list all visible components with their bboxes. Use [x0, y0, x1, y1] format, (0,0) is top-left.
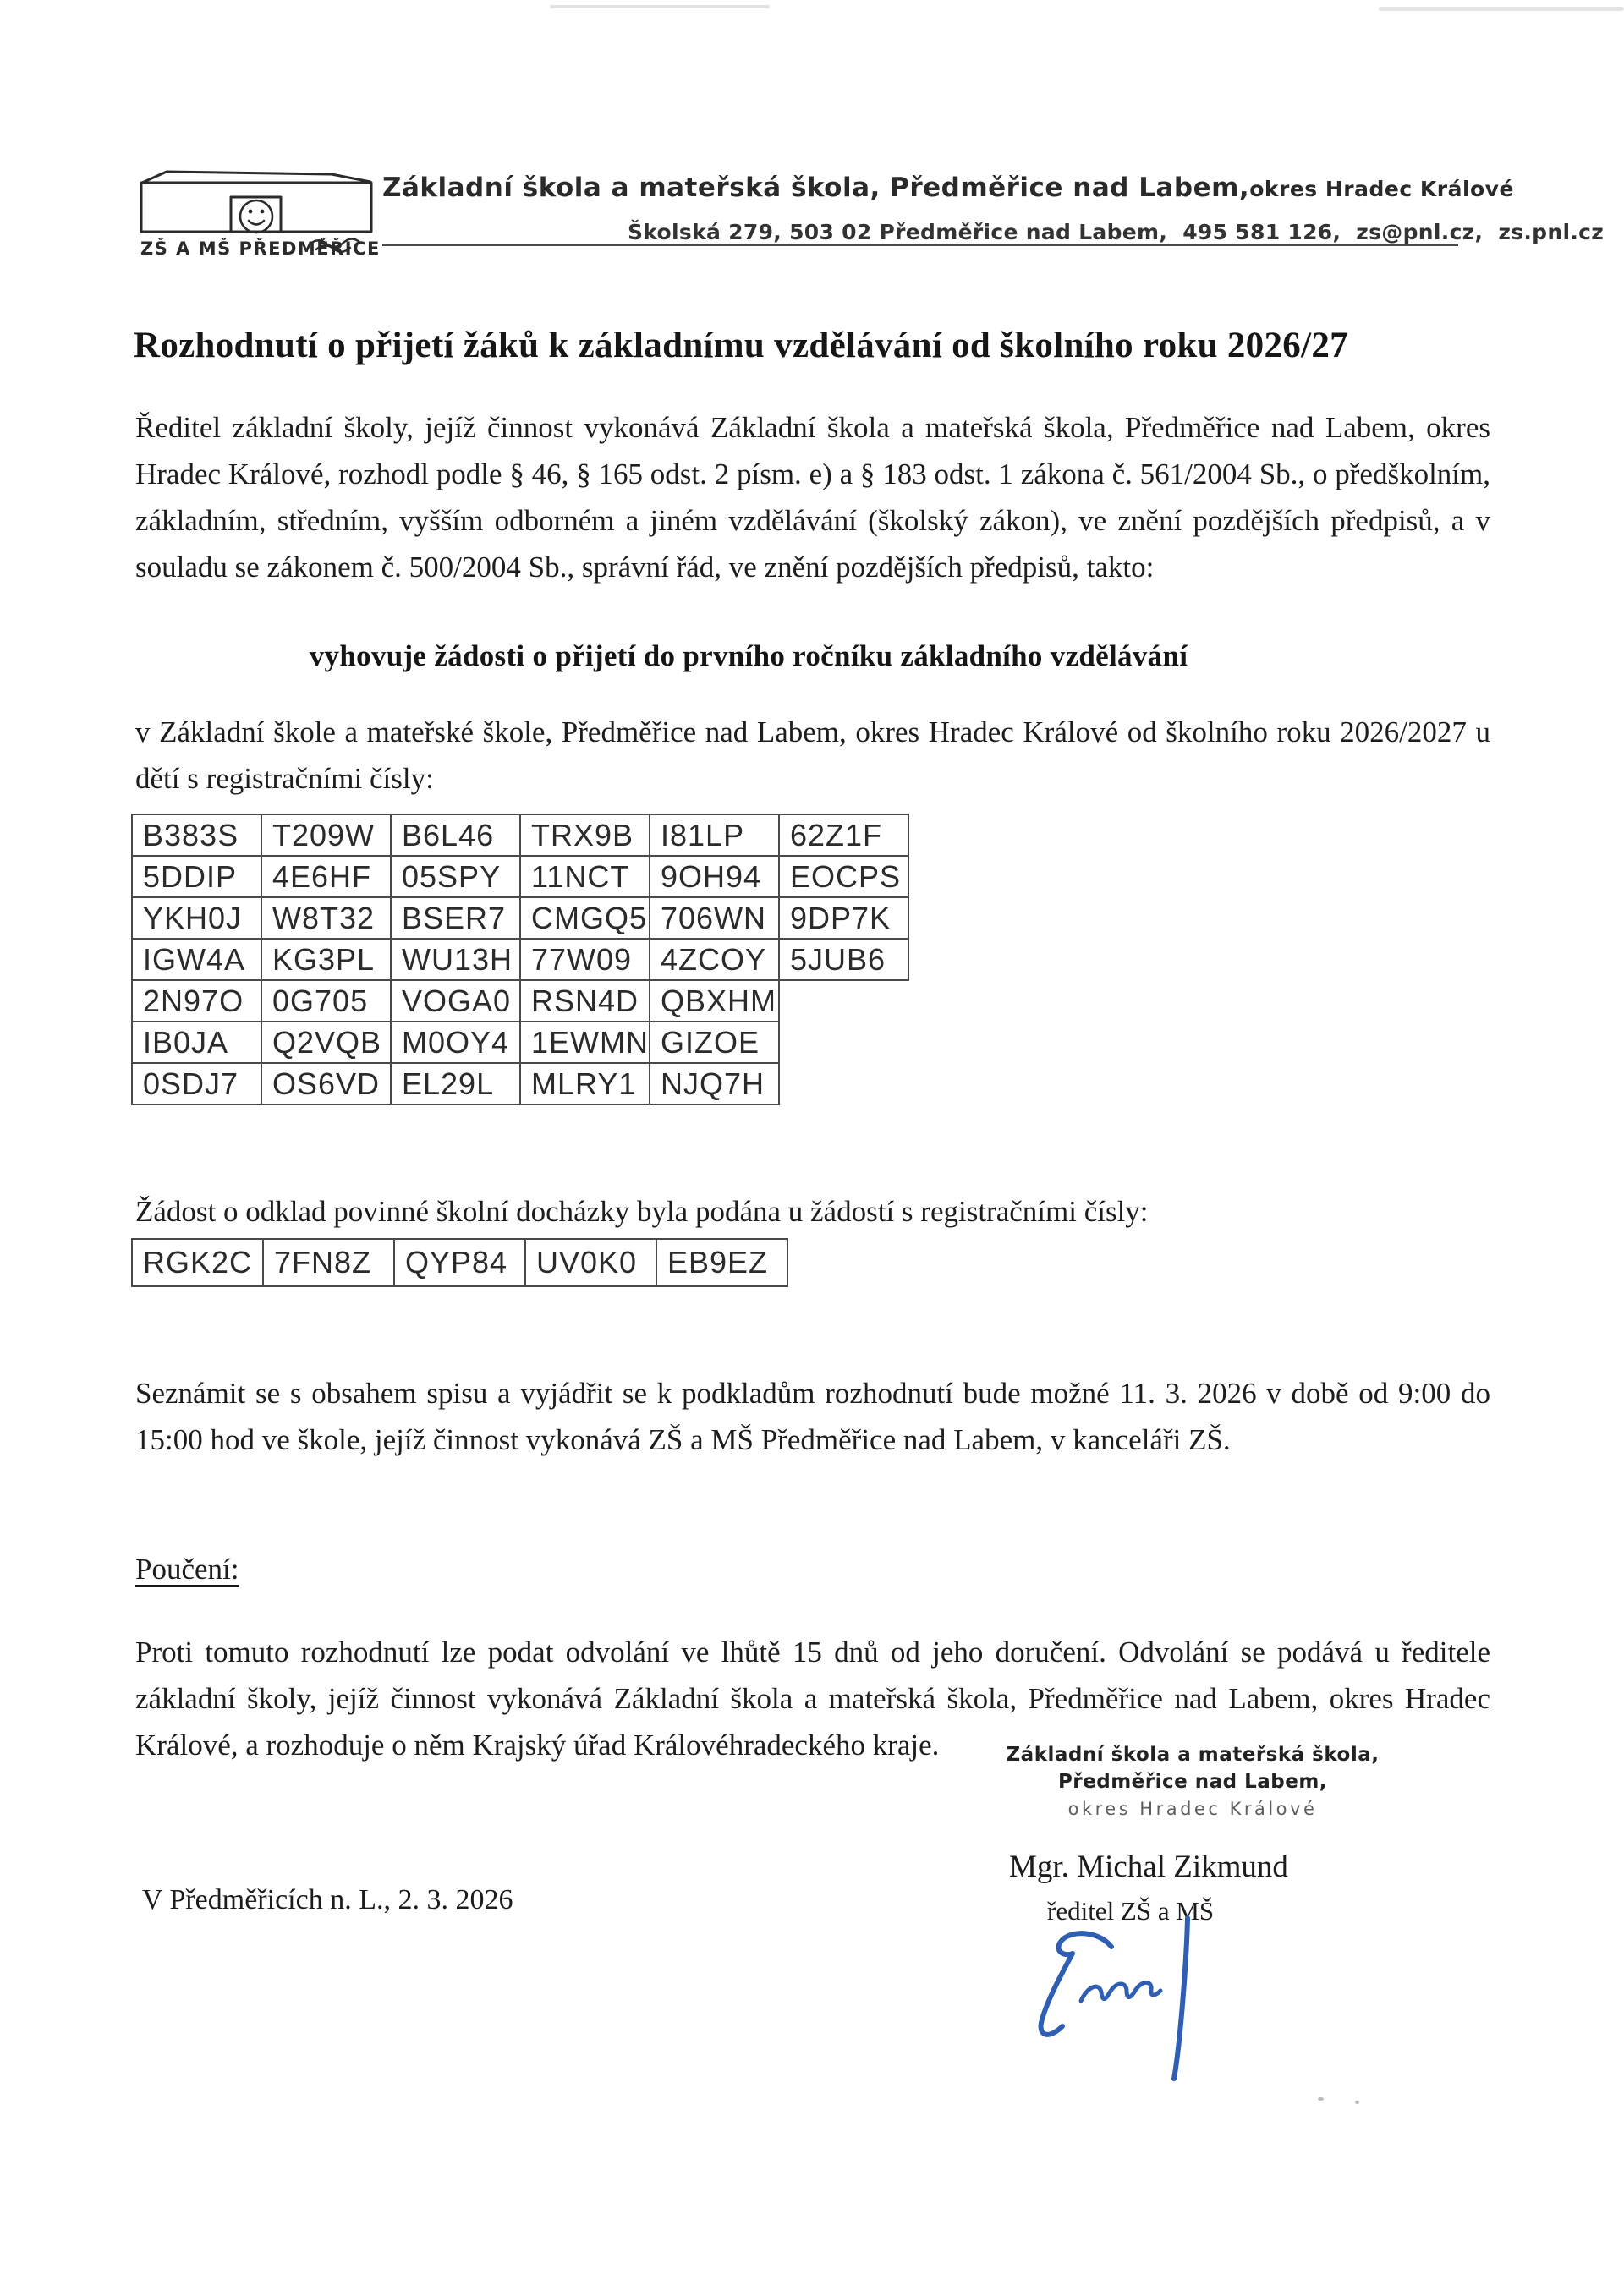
- document-title: Rozhodnutí o přijetí žáků k základnímu vzdělávání od školního roku 2026/27: [134, 326, 1348, 365]
- registration-code-cell: M0OY4: [391, 1022, 520, 1063]
- registration-code-cell: B6L46: [391, 814, 520, 856]
- registration-code-cell: BSER7: [391, 897, 520, 939]
- registration-code-cell: EOCPS: [779, 856, 908, 897]
- registration-code-cell: IGW4A: [132, 939, 261, 980]
- registration-code-cell: OS6VD: [261, 1063, 391, 1104]
- registration-code-cell: 0G705: [261, 980, 391, 1022]
- registration-code-cell: YKH0J: [132, 897, 261, 939]
- registration-code-cell: RGK2C: [132, 1239, 263, 1286]
- inspection-paragraph: Seznámit se s obsahem spisu a vyjádřit se k podkladům rozhodnutí bude možné 11. 3. 2026 v době od 9:00 do 15:00 hod ve škole, jejíž činnost vykonává ZŠ a MŠ Předměřice nad Labem, v kanceláři ZŠ.: [135, 1377, 1490, 1456]
- table-row: [132, 897, 908, 939]
- handwritten-signature: [1022, 1913, 1233, 2082]
- registration-code-cell: 62Z1F: [779, 814, 908, 856]
- registration-code-cell: QBXHM: [650, 980, 779, 1022]
- registration-code-cell: 4E6HF: [261, 856, 391, 897]
- registration-code-cell: 4ZCOY: [650, 939, 779, 980]
- table-row: [132, 856, 908, 897]
- school-name: Základní škola a mateřská škola, Předměřice nad Labem,: [382, 173, 1250, 203]
- accepted-codes-table: [131, 814, 909, 1105]
- registration-code-cell: 77W09: [520, 939, 650, 980]
- registration-code-cell: IB0JA: [132, 1022, 261, 1063]
- header-divider: [382, 244, 1458, 246]
- registration-code-cell: 11NCT: [520, 856, 650, 897]
- table-row: [132, 939, 908, 980]
- advisory-paragraph: Proti tomuto rozhodnutí lze podat odvolání ve lhůtě 15 dnů od jeho doručení. Odvolání se podává u ředitele základní školy, jejíž činnost vykonává Základní škola a mateřská škola, Předměřice nad Labem, okres Hradec Králové, a rozhoduje o něm Krajský úřad Královéhradeckého kraje.: [135, 1636, 1490, 1762]
- registration-code-cell: 0SDJ7: [132, 1063, 261, 1104]
- header-school-line: [382, 173, 1514, 203]
- advisory-heading: Poučení:: [135, 1553, 239, 1586]
- signer-name: Mgr. Michal Zikmund: [1009, 1849, 1288, 1884]
- registration-code-cell: CMGQ5: [520, 897, 650, 939]
- registration-code-cell: W8T32: [261, 897, 391, 939]
- stamp-district: okres Hradec Králové: [1067, 1799, 1318, 1819]
- registration-code-cell: MLRY1: [520, 1063, 650, 1104]
- scan-artifact: [1355, 2101, 1359, 2104]
- registration-code-cell: NJQ7H: [650, 1063, 779, 1104]
- decision-statement: vyhovuje žádosti o přijetí do prvního ročníku základního vzdělávání: [309, 639, 1188, 672]
- table-row: [132, 1239, 787, 1286]
- school-building-logo-icon: [120, 159, 382, 286]
- registration-code-cell: KG3PL: [261, 939, 391, 980]
- registration-code-cell: 9OH94: [650, 856, 779, 897]
- table-row: [132, 1063, 908, 1104]
- registration-code-cell: GIZOE: [650, 1022, 779, 1063]
- scope-paragraph: v Základní škole a mateřské škole, Předměřice nad Labem, okres Hradec Králové od školního roku 2026/2027 u dětí s registračními čísly:: [135, 715, 1490, 795]
- registration-code-cell: 05SPY: [391, 856, 520, 897]
- registration-code-cell: B383S: [132, 814, 261, 856]
- registration-code-cell: QYP84: [394, 1239, 525, 1286]
- registration-code-cell: 9DP7K: [779, 897, 908, 939]
- registration-code-cell: Q2VQB: [261, 1022, 391, 1063]
- registration-code-cell: 2N97O: [132, 980, 261, 1022]
- registration-code-cell: 5JUB6: [779, 939, 908, 980]
- school-address-line: Školská 279, 503 02 Předměřice nad Labem, 495 581 126, zs@pnl.cz, zs.pnl.cz: [628, 220, 1605, 244]
- table-row: [132, 814, 908, 856]
- table-row: [132, 980, 908, 1022]
- scan-artifact: [1318, 2097, 1324, 2101]
- postponement-paragraph: Žádost o odklad povinné školní docházky byla podána u žádostí s registračními čísly:: [135, 1195, 1149, 1228]
- signer-role: ředitel ZŠ a MŠ: [1047, 1896, 1215, 1926]
- registration-code-cell: RSN4D: [520, 980, 650, 1022]
- postponement-codes-table: [131, 1238, 788, 1287]
- school-district: okres Hradec Králové: [1249, 177, 1514, 201]
- registration-code-cell: T209W: [261, 814, 391, 856]
- school-stamp: [964, 1744, 1421, 1819]
- registration-code-cell: EB9EZ: [656, 1239, 787, 1286]
- stamp-town: Předměřice nad Labem,: [1057, 1771, 1328, 1793]
- intro-paragraph: Ředitel základní školy, jejíž činnost vykonává Základní škola a mateřská škola, Předměřice nad Labem, okres Hradec Králové, rozhodl podle § 46, § 165 odst. 2 písm. e) a § 183 odst. 1 zákona č. 561/2004 Sb., o předškolním, základním, středním, vyšším odborném a jiném vzdělávání (školský zákon), ve znění pozdějších předpisů, a v souladu se zákonem č. 500/2004 Sb., správní řád, ve znění pozdějších předpisů, takto:: [135, 411, 1490, 584]
- registration-code-cell: TRX9B: [520, 814, 650, 856]
- registration-code-cell: EL29L: [391, 1063, 520, 1104]
- registration-code-cell: VOGA0: [391, 980, 520, 1022]
- registration-code-cell: 1EWMN: [520, 1022, 650, 1063]
- scan-artifact: [550, 5, 770, 8]
- scan-artifact: [1379, 7, 1624, 11]
- registration-code-cell: UV0K0: [525, 1239, 656, 1286]
- stamp-school-name: Základní škola a mateřská škola,: [1006, 1744, 1380, 1766]
- registration-code-cell: 7FN8Z: [263, 1239, 394, 1286]
- registration-code-cell: 5DDIP: [132, 856, 261, 897]
- table-row: [132, 1022, 908, 1063]
- registration-code-cell: WU13H: [391, 939, 520, 980]
- registration-code-cell: 706WN: [650, 897, 779, 939]
- place-date-line: V Předměřicích n. L., 2. 3. 2026: [142, 1884, 513, 1915]
- logo-caption: ZŠ A MŠ PŘEDMĚŘICE: [140, 238, 381, 259]
- registration-code-cell: I81LP: [650, 814, 779, 856]
